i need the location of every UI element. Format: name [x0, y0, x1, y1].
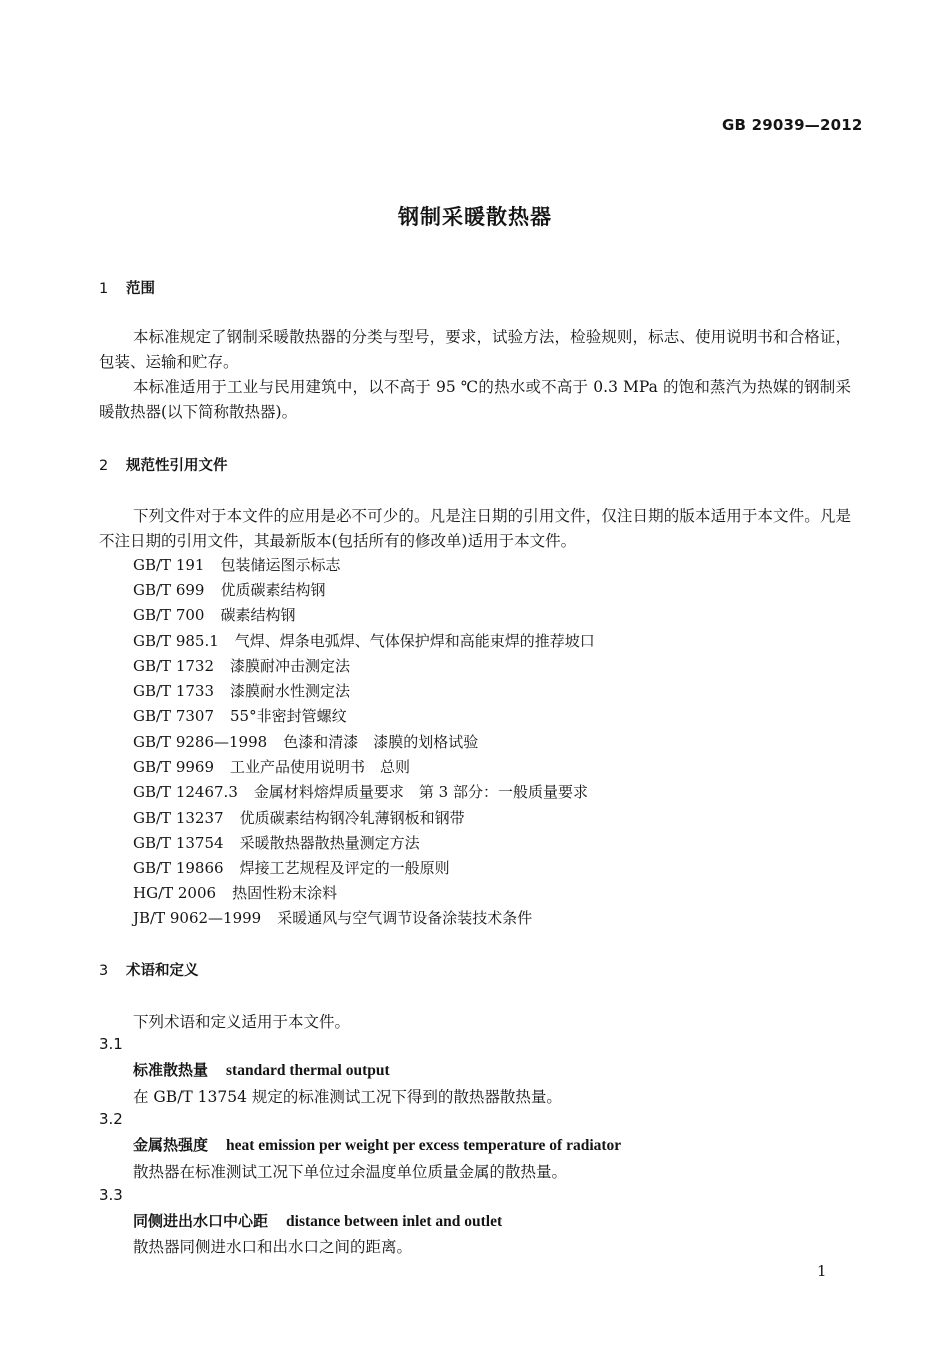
term-en: distance between inlet and outlet — [286, 1213, 503, 1230]
reference-code: GB/T 7307 — [133, 707, 215, 725]
section-number: 1 — [99, 281, 109, 297]
standard-code: GB 29039—2012 — [722, 116, 863, 134]
section-number: 3 — [99, 963, 109, 979]
reference-item — [133, 579, 325, 600]
term-entry — [133, 1059, 390, 1080]
reference-code: JB/T 9062—1999 — [133, 909, 262, 927]
reference-title: 漆膜耐水性测定法 — [230, 682, 351, 700]
reference-title: 气焊、焊条电弧焊、气体保护焊和高能束焊的推荐坡口 — [234, 632, 595, 650]
term-definition: 在 GB/T 13754 规定的标准测试工况下得到的散热器散热量。 — [133, 1088, 562, 1106]
reference-code: HG/T 2006 — [133, 884, 217, 902]
reference-title: 55°非密封管螺纹 — [230, 707, 347, 725]
term-number: 3.2 — [99, 1110, 123, 1128]
reference-code: GB/T 19866 — [133, 859, 224, 877]
reference-title: 采暖通风与空气调节设备涂装技术条件 — [277, 909, 533, 927]
term-zh: 标准散热量 — [133, 1061, 209, 1079]
scope-paragraph-1: 本标准规定了钢制采暖散热器的分类与型号，要求，试验方法，检验规则，标志、使用说明书和合格证，包装、运输和贮存。 — [99, 328, 851, 371]
reference-code: GB/T 191 — [133, 556, 205, 574]
document-title: 钢制采暖散热器 — [398, 205, 552, 229]
reference-title: 金属材料熔焊质量要求 第 3 部分：一般质量要求 — [253, 783, 588, 801]
term-zh: 同侧进出水口中心距 — [133, 1212, 269, 1230]
reference-item — [133, 604, 295, 625]
reference-item — [133, 554, 340, 575]
section-title: 术语和定义 — [126, 963, 199, 979]
reference-code: GB/T 1733 — [133, 682, 215, 700]
reference-code: GB/T 12467.3 — [133, 783, 238, 801]
reference-item — [133, 680, 350, 701]
term-zh: 金属热强度 — [133, 1136, 209, 1154]
section-number: 2 — [99, 458, 109, 474]
term-number: 3.1 — [99, 1035, 123, 1053]
section-title: 范围 — [126, 281, 155, 297]
term-definition: 散热器同侧进水口和出水口之间的距离。 — [133, 1238, 413, 1256]
reference-title: 色漆和清漆 漆膜的划格试验 — [283, 733, 479, 751]
term-entry — [133, 1134, 621, 1155]
reference-title: 采暖散热器散热量测定方法 — [239, 834, 420, 852]
term-en: standard thermal output — [226, 1062, 390, 1079]
reference-item — [133, 882, 337, 903]
page-number: 1 — [817, 1262, 827, 1280]
reference-item — [133, 781, 588, 802]
reference-item — [133, 807, 465, 828]
reference-title: 优质碳素结构钢冷轧薄钢板和钢带 — [239, 809, 465, 827]
term-definition: 散热器在标准测试工况下单位过余温度单位质量金属的散热量。 — [133, 1163, 568, 1181]
reference-code: GB/T 699 — [133, 581, 205, 599]
reference-title: 工业产品使用说明书 总则 — [230, 758, 411, 776]
term-en: heat emission per weight per excess temperature of radiator — [226, 1137, 622, 1154]
terms-intro: 下列术语和定义适用于本文件。 — [133, 1013, 351, 1031]
reference-title: 热固性粉末涂料 — [232, 884, 338, 902]
reference-item — [133, 832, 420, 853]
reference-title: 漆膜耐冲击测定法 — [230, 657, 351, 675]
reference-code: GB/T 13237 — [133, 809, 224, 827]
reference-title: 优质碳素结构钢 — [220, 581, 326, 599]
reference-code: GB/T 9286—1998 — [133, 733, 268, 751]
term-number: 3.3 — [99, 1186, 123, 1204]
reference-item — [133, 705, 347, 726]
reference-item — [133, 731, 478, 752]
reference-item — [133, 907, 532, 928]
reference-item — [133, 756, 410, 777]
scope-paragraph-2: 本标准适用于工业与民用建筑中，以不高于 95 ℃的热水或不高于 0.3 MPa 的饱和蒸汽为热媒的钢制采暖散热器(以下简称散热器)。 — [99, 378, 851, 421]
normative-refs-intro: 下列文件对于本文件的应用是必不可少的。凡是注日期的引用文件，仅注日期的版本适用于本文件。凡是不注日期的引用文件，其最新版本(包括所有的修改单)适用于本文件。 — [99, 507, 851, 550]
term-entry — [133, 1210, 502, 1231]
reference-title: 碳素结构钢 — [220, 606, 296, 624]
reference-title: 包装储运图示标志 — [220, 556, 341, 574]
reference-item — [133, 630, 595, 651]
section-title: 规范性引用文件 — [126, 458, 228, 474]
reference-code: GB/T 985.1 — [133, 632, 219, 650]
reference-code: GB/T 9969 — [133, 758, 215, 776]
reference-title: 焊接工艺规程及评定的一般原则 — [239, 859, 450, 877]
reference-item — [133, 857, 450, 878]
section-heading-normative-refs — [99, 454, 228, 475]
section-heading-terms — [99, 959, 199, 980]
reference-code: GB/T 13754 — [133, 834, 224, 852]
section-heading-scope — [99, 277, 155, 298]
reference-item — [133, 655, 350, 676]
reference-code: GB/T 700 — [133, 606, 205, 624]
reference-code: GB/T 1732 — [133, 657, 215, 675]
